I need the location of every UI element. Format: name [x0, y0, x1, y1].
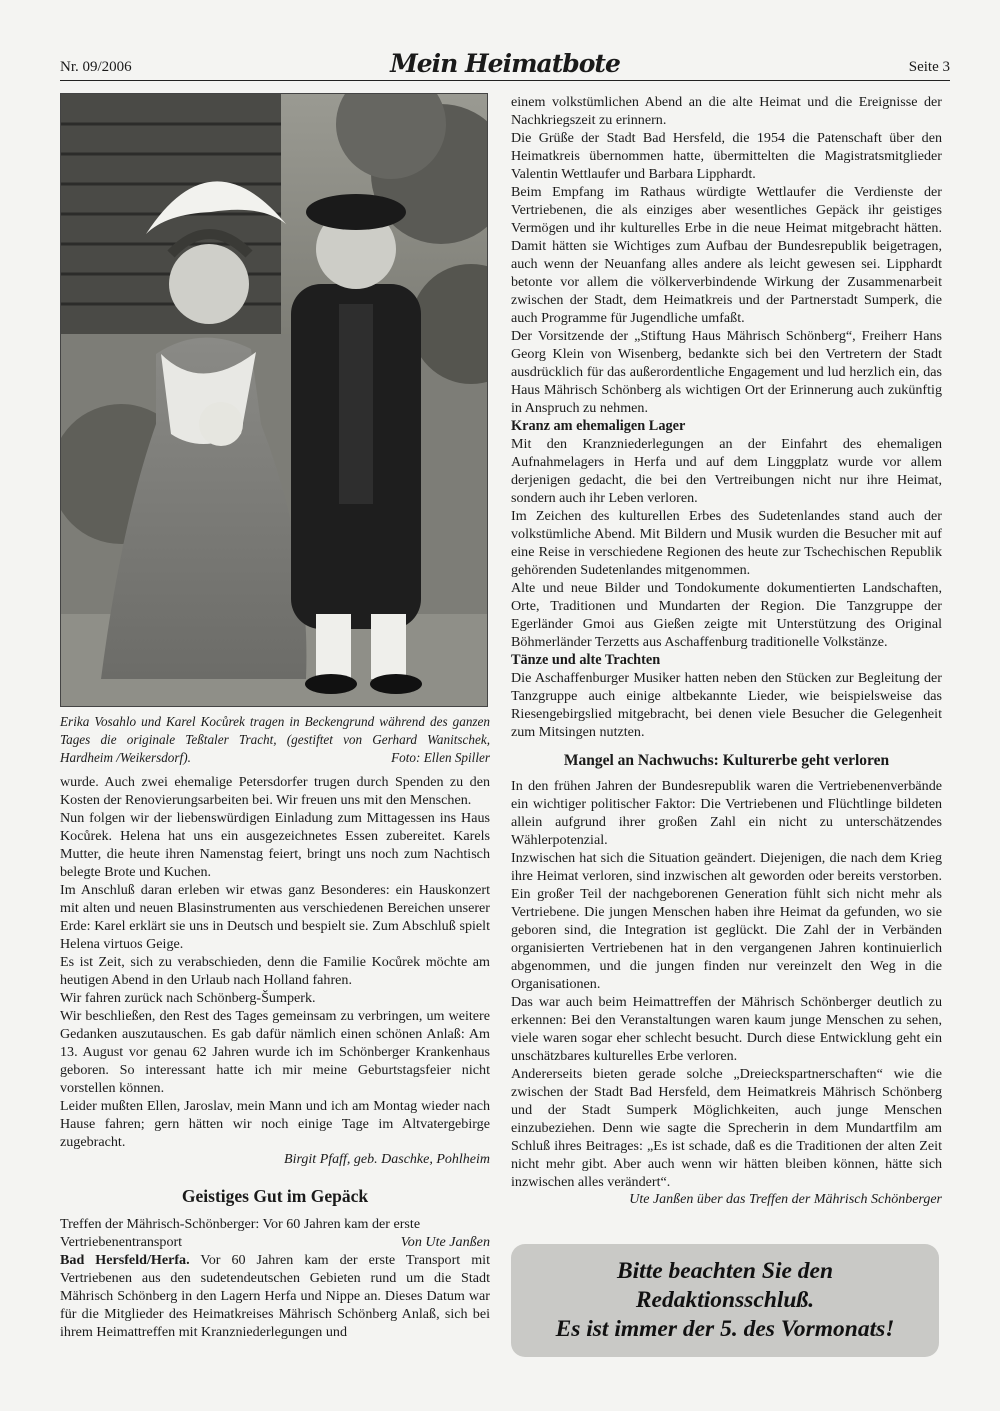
paragraph: einem volkstümlichen Abend an die alte Heimat und die Ereignisse der Nachkriegszeit zu erinnern. — [511, 94, 942, 128]
section-headline: Mangel an Nachwuchs: Kulturerbe geht verloren — [563, 752, 890, 769]
author-signature: Ute Janßen über das Treffen der Mährisch Schönberger — [629, 1192, 942, 1207]
paragraph: Inzwischen hat sich die Situation geändert. Diejenigen, die nach dem Krieg ihre Heimat verloren, sind inzwischen alt geworden oder bereits verstorben. Ein großer Teil der nachgeborenen Generation fühlt sich nicht mehr als Vertriebene. Die jungen Menschen haben ihre Heimat da gefunden, wo sie geboren sind, die Integration ist geglückt. Die Zahl der in Verbänden organisierten Vertriebenen hat in den vergangenen Jahren kontinuierlich abgenommen, und die jungen finden nur vereinzelt den Weg in die Organisationen. — [511, 850, 942, 992]
article-lead-text: Treffen der Mährisch-Schönberger: Vor 60 Jahren kam der erste Vertriebenentransport — [60, 1216, 421, 1250]
article-lead — [60, 1215, 490, 1251]
couple-photo-illustration — [61, 94, 487, 706]
paragraph: Die Grüße der Stadt Bad Hersfeld, die 1954 die Patenschaft über den Heimatkreis übernommen hatte, übermittelten die Magistratsmitglieder Valentin Wettlaufer und Barbara Lipphardt. — [511, 130, 942, 182]
paragraph: Es ist Zeit, sich zu verabschieden, denn die Familie Kocůrek möchte am heutigen Abend in den Urlaub nach Holland fahren. — [60, 954, 490, 988]
paragraph: Nun folgen wir der liebenswürdigen Einladung zum Mittagessen ins Haus Kocůrek. Helena hat uns ein ausgezeichnetes Essen zubereitet. Karels Mutter, die heute ihren Namenstag feiert, bringt uns noch zum Nachtisch belegte Brote und Kuchen. — [60, 810, 490, 880]
article-byline: Von Ute Janßen — [400, 1234, 490, 1250]
photo-caption-text: Erika Vosahlo und Karel Kocůrek tragen in Beckengrund während des ganzen Tages die originale Teßtaler Tracht, (gestiftet von Gerhard Wanitschek, Hardheim /Weikersdorf). — [60, 714, 490, 765]
article-intro — [60, 1251, 490, 1341]
paragraph: Wir fahren zurück nach Schönberg-Šumperk. — [60, 990, 316, 1006]
paragraph: In den frühen Jahren der Bundesrepublik waren die Vertriebenenverbände ein wichtiger politischer Faktor: Die Vertriebenen und Flüchtlinge bildeten allein aufgrund ihrer großen Zahl ein nicht zu unterschätzendes Wählerpotenzial. — [511, 778, 942, 848]
paragraph: wurde. Auch zwei ehemalige Petersdorfer trugen durch Spenden zu den Kosten der Renovierungsarbeiten bei. Wir freuen uns mit den Menschen. — [60, 774, 490, 808]
dateline: Bad Hersfeld/Herfa. — [60, 1252, 190, 1268]
issue-number: Nr. 09/2006 — [60, 59, 132, 75]
masthead-logo: Mein Heimatbote — [390, 49, 620, 78]
photo-credit: Foto: Ellen Spiller — [391, 750, 490, 765]
paragraph: Alte und neue Bilder und Tondokumente dokumentierten Landschaften, Orte, Traditionen und Mundarten der Region. Die Tanzgruppe der Egerländer Gmoi aus Gießen zeigte mit Unterstützung des Original Böhmerländer Terzetts aus Aschaffenburg traditionelle Volkstänze. — [511, 580, 942, 650]
author-signature: Birgit Pfaff, geb. Daschke, Pohlheim — [284, 1152, 490, 1167]
left-column — [60, 93, 490, 1341]
paragraph: Der Vorsitzende der „Stiftung Haus Mährisch Schönberg“, Freiherr Hans Georg Klein von Wisenberg, bedankte sich bei den Vertretern der Stadt ausdrücklich für das außerordentliche Engagement und lud herzlich ein, das Haus Mährisch Schönberg als wichtigen Ort der Erinnerung auch zukünftig in Anspruch zu nehmen. — [511, 328, 942, 416]
notice-line: Redaktionsschluß. — [635, 1287, 815, 1313]
paragraph: Das war auch beim Heimattreffen der Mährisch Schönberger deutlich zu erkennen: Bei den Veranstaltungen waren kaum junge Menschen zu sehen, viele waren sogar eher schlecht besucht. Durch diese Entwicklung geht ein unschätzbares kulturelles Erbe verloren. — [511, 994, 942, 1064]
paragraph: Leider mußten Ellen, Jaroslav, mein Mann und ich am Montag wieder nach Hause fahren; gern hätten wir noch einige Tage im Altvatergebirge zugebracht. — [60, 1098, 490, 1150]
page-header — [60, 46, 950, 81]
notice-line: Bitte beachten Sie den — [616, 1258, 834, 1284]
paragraph: Andererseits bieten gerade solche „Dreieckspartnerschaften“ wie die zwischen der Stadt Bad Hersfeld, dem Heimatkreis Mährisch Schönberg und der Stadt Sumperk Möglichkeiten, auch junge Menschen einzubeziehen. Denn wie sagte die Sprecherin in dem Mundartfilm am Schluß ihres Beitrages: „Es ist schade, daß es die Traditionen der alten Zeit nicht mehr gibt. Aber auch wenn wir hätten bleiben können, hätte sich inzwischen alles verändert“. — [511, 1066, 942, 1190]
page-number: Seite 3 — [908, 59, 950, 75]
article-headline: Geistiges Gut im Gepäck — [181, 1186, 369, 1206]
photo-caption — [60, 713, 490, 767]
subheading: Kranz am ehemaligen Lager — [511, 418, 686, 434]
subheading: Tänze und alte Trachten — [511, 652, 661, 668]
paragraph: Die Aschaffenburger Musiker hatten neben den Stücken zur Begleitung der Tanzgruppe auch einige altbekannte Lieder, wie beispielsweise das Riesengebirgslied mitgebracht, bei denen viele Besucher die Gelegenheit zum Mitsingen nutzten. — [511, 670, 942, 740]
paragraph: Mit den Kranzniederlegungen an der Einfahrt des ehemaligen Aufnahmelagers in Herfa und auf dem Linggplatz wurde vor allem derjenigen gedacht, die bei den Vertreibungen nicht nur ihre Heimat, sondern auch ihr Leben verloren. — [511, 436, 942, 506]
left-article-body — [60, 773, 490, 1169]
notice-line: Es ist immer der 5. des Vormonats! — [555, 1316, 895, 1342]
couple-photo — [60, 93, 488, 707]
paragraph: Beim Empfang im Rathaus würdigte Wettlaufer die Verdienste der Vertriebenen, die als einziges aber wesentliches Gepäck ihr geistiges Vermögen und ihr kulturelles Erbe in die neue Heimat mitgebracht hätten. Damit hätten sie Wichtiges zum Aufbau der Bundesrepublik beigetragen, auch wenn der Neuanfang alles andere als leicht gewesen sei. Lipphardt betonte vor allem die völkerverbindende Wirkung der Zusammenarbeit zwischen der Stadt, dem Heimatkreis und der Partnerstadt Sumperk, die auch Programme für Jugendliche umfaßt. — [511, 184, 942, 326]
article-intro-text: Vor 60 Jahren kam der erste Transport mit Vertriebenen aus den sudetendeutschen Gebieten rund um die Stadt Mährisch Schönberg in den Lagern Herfa und Nippe an. Dieses Datum war für die Mitglieder des Heimatkreises Mährisch Schönberg Anlaß, sich bei ihrem Heimattreffen mit Kranzniederlegungen und — [60, 1252, 491, 1340]
right-column — [511, 93, 942, 1209]
paragraph: Im Anschluß daran erleben wir etwas ganz Besonderes: ein Hauskonzert mit alten und neuen Blasinstrumenten aus verschiedenen Bereichen unserer Erde: Karel erklärt sie uns in Deutsch und bespielt sie. Zum Abschluß spielt Helena virtuos Geige. — [60, 882, 490, 952]
deadline-notice — [511, 1244, 939, 1357]
paragraph: Im Zeichen des kulturellen Erbes des Sudetenlandes stand auch der volkstümliche Abend. Mit Bildern und Musik wurden die Besucher mit auf eine Reise in verschiedene Regionen des heute zur Tschechischen Republik gehörenden Sudetenlandes mitgenommen. — [511, 508, 942, 578]
paragraph: Wir beschließen, den Rest des Tages gemeinsam zu verbringen, um weitere Gedanken auszutauschen. Es gab dafür nämlich einen schönen Anlaß: Am 13. August vor genau 62 Jahren wurde ich im Schönberger Krankenhaus geboren. So interessant hatte ich mir meine Geburtstagsfeier nicht vorstellen können. — [60, 1008, 490, 1096]
